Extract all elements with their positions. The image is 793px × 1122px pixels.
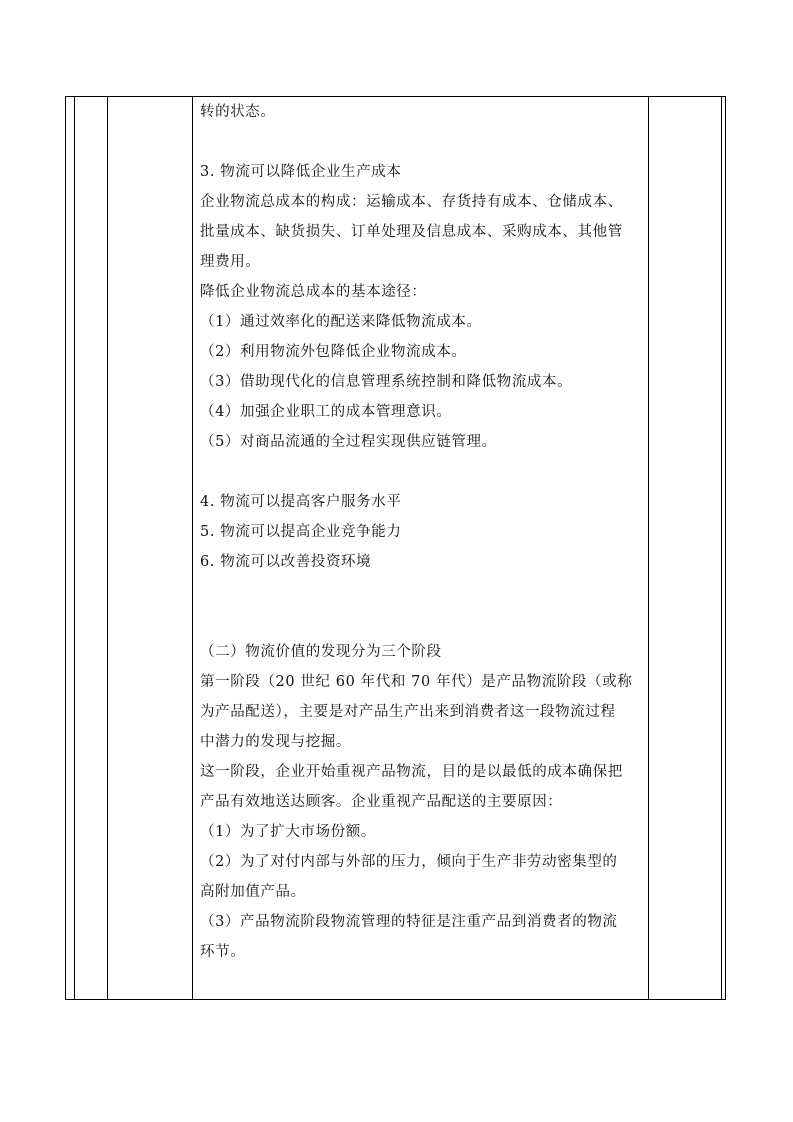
text-line: 批量成本、缺货损失、订单处理及信息成本、采购成本、其他管 bbox=[200, 224, 623, 240]
section-heading: 4. 物流可以提高客户服务水平 bbox=[200, 494, 402, 510]
table-column-divider-1 bbox=[74, 97, 75, 999]
section-heading: 3. 物流可以降低企业生产成本 bbox=[200, 164, 402, 180]
list-item: （3）借助现代化的信息管理系统控制和降低物流成本。 bbox=[200, 374, 573, 390]
blank-line bbox=[200, 127, 646, 157]
text-line: 中潜力的发现与挖掘。 bbox=[200, 734, 351, 750]
table-column-divider-4 bbox=[648, 97, 649, 999]
list-item: （1）为了扩大市场份额。 bbox=[200, 824, 376, 840]
section-heading: （二）物流价值的发现分为三个阶段 bbox=[200, 644, 442, 660]
text-line: 降低企业物流总成本的基本途径： bbox=[200, 284, 427, 300]
list-item: （3）产品物流阶段物流管理的特征是注重产品到消费者的物流 bbox=[200, 914, 618, 930]
section-heading: 6. 物流可以改善投资环境 bbox=[200, 554, 372, 570]
table-column-divider-3 bbox=[192, 97, 193, 999]
content-cell bbox=[200, 97, 646, 967]
list-item: （5）对商品流通的全过程实现供应链管理。 bbox=[200, 434, 497, 450]
text-line: 为产品配送），主要是对产品生产出来到消费者这一段物流过程 bbox=[200, 704, 616, 720]
list-item: （2）利用物流外包降低企业物流成本。 bbox=[200, 344, 467, 360]
text-line: 企业物流总成本的构成：运输成本、存货持有成本、仓储成本、 bbox=[200, 194, 623, 210]
text-line: 这一阶段，企业开始重视产品物流，目的是以最低的成本确保把 bbox=[200, 764, 623, 780]
table-border-right bbox=[725, 97, 726, 999]
table-column-divider-5 bbox=[721, 97, 722, 999]
text-line: 第一阶段（20 世纪 60 年代和 70 年代）是产品物流阶段（或称 bbox=[200, 674, 633, 690]
blank-line bbox=[200, 457, 646, 487]
list-item: （2）为了对付内部与外部的压力，倾向于生产非劳动密集型的 bbox=[200, 854, 618, 870]
table-column-divider-2 bbox=[107, 97, 108, 999]
table-border-left bbox=[65, 97, 66, 999]
section-heading: 5. 物流可以提高企业竞争能力 bbox=[200, 524, 402, 540]
list-item: （1）通过效率化的配送来降低物流成本。 bbox=[200, 314, 482, 330]
text-line: 理费用。 bbox=[200, 254, 261, 270]
text-line: 产品有效地送达顾客。企业重视产品配送的主要原因： bbox=[200, 794, 563, 810]
list-item: （4）加强企业职工的成本管理意识。 bbox=[200, 404, 452, 420]
text-line: 高附加值产品。 bbox=[200, 884, 306, 900]
blank-line bbox=[200, 577, 646, 637]
text-line: 环节。 bbox=[200, 944, 246, 960]
text-line: 转的状态。 bbox=[200, 104, 276, 120]
